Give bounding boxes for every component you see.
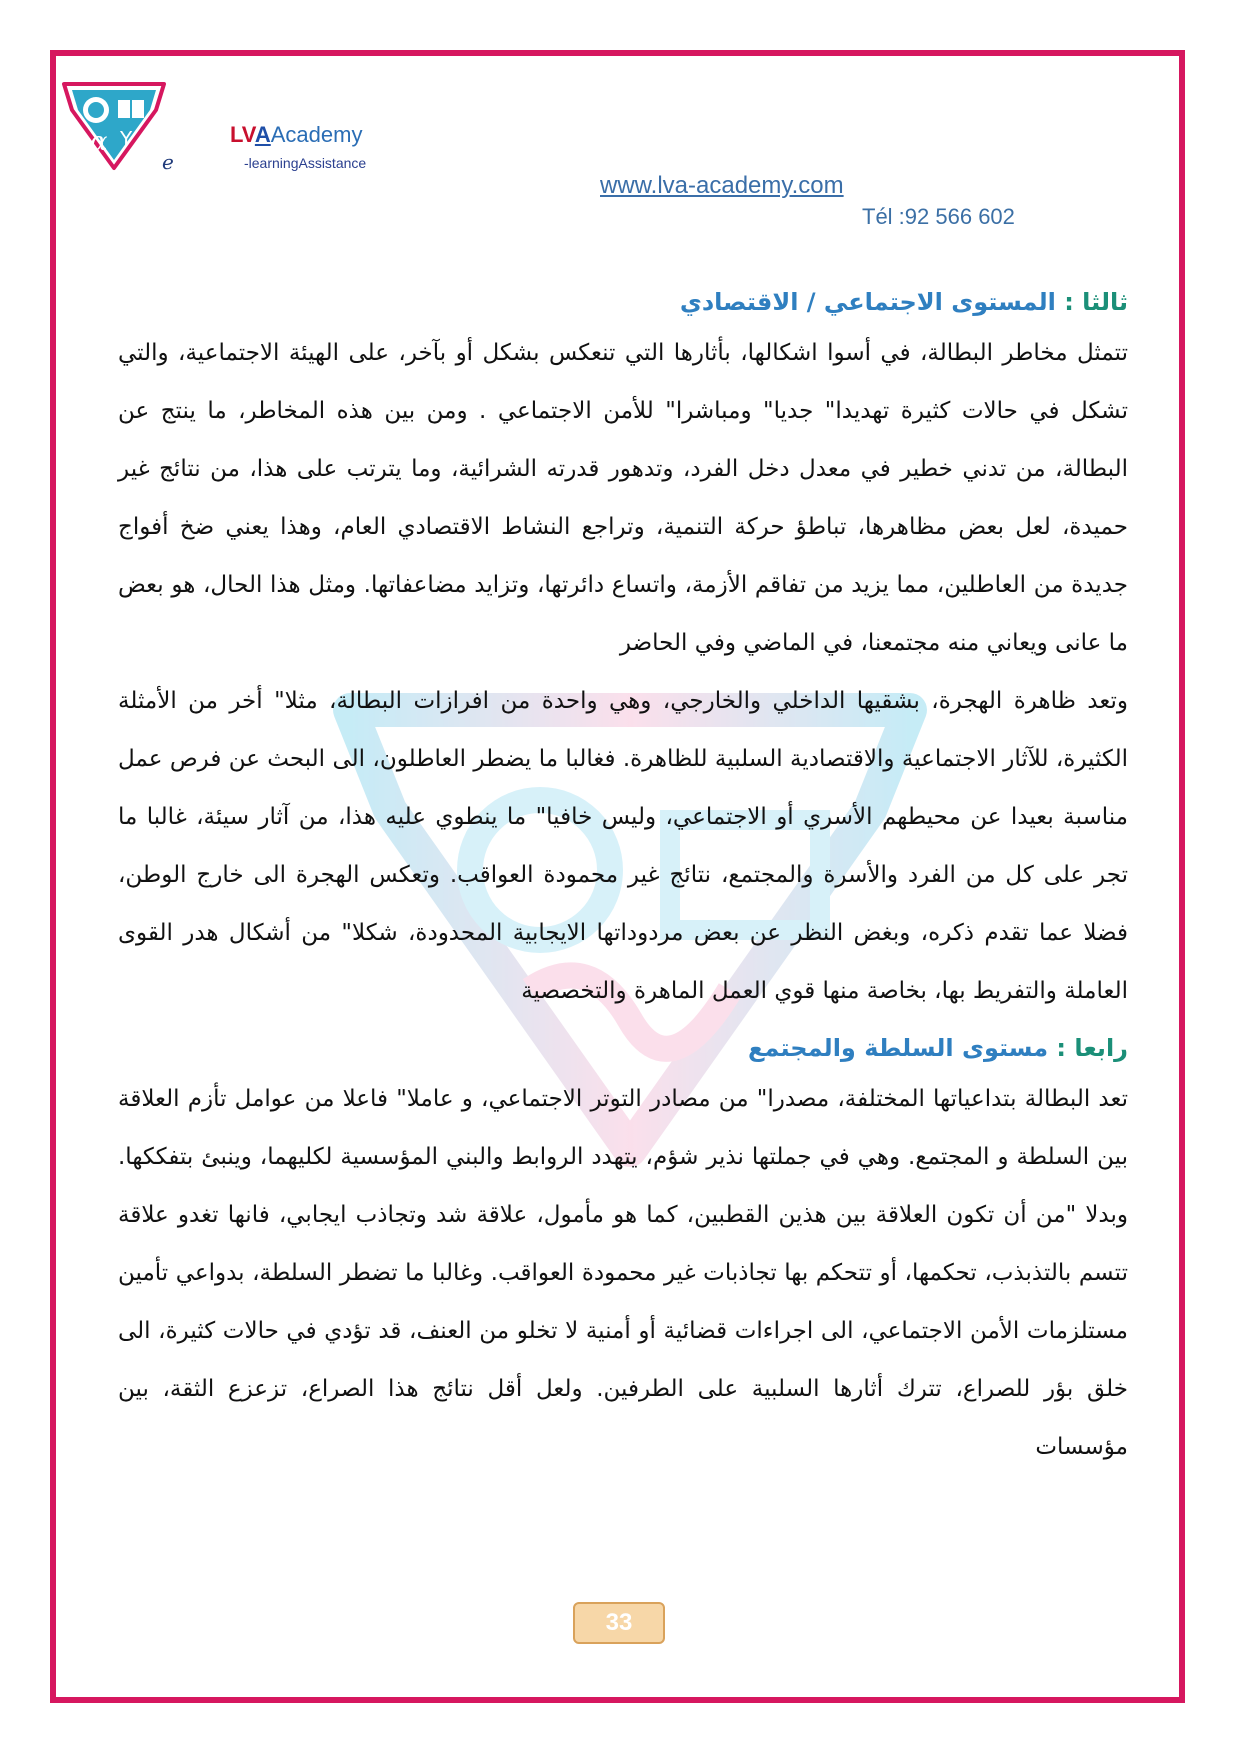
brand-academy: Academy <box>270 122 363 147</box>
phone-number: Tél :92 566 602 <box>862 204 1015 229</box>
section-heading: المستوى الاجتماعي / الاقتصادي <box>679 288 1056 316</box>
page-number-badge: 33 <box>573 1602 665 1644</box>
brand-a: A <box>254 122 271 147</box>
section-prefix: ثالثا : <box>1064 288 1128 316</box>
section-title <box>118 280 1128 324</box>
website-link[interactable]: www.lva-academy.com <box>600 172 844 199</box>
section-title <box>118 1026 1128 1070</box>
paragraph: تعد البطالة بتداعياتها المختلفة، مصدرا" من مصادر التوتر الاجتماعي، و عاملا" فاعلا من عوامل تأزم العلاقة بين السلطة و المجتمع. وهي في جملتها نذير شؤم، يتهدد الروابط والبني المؤسسية لكليهما، وينبئ بتفككها. وبدلا "من أن تكون العلاقة بين هذين القطبين، كما هو مأمول، علاقة شد وتجاذب ايجابي، فانها تغدو علاقة تتسم بالتذبذب، تحكمها، أو تتحكم بها تجاذبات غير محمودة العواقب. وغالبا ما تضطر السلطة، بدواعي تأمين مستلزمات الأمن الاجتماعي، الى اجراءات قضائية أو أمنية لا تخلو من العنف، قد تؤدي في حالات كثيرة، الى خلق بؤر للصراع، تترك أثارها السلبية على الطرفين. ولعل أقل نتائج هذا الصراع، تزعزع الثقة، بين مؤسسات <box>118 1086 1128 1460</box>
section-heading: مستوى السلطة والمجتمع <box>748 1034 1049 1062</box>
academy-logo-icon <box>60 80 168 172</box>
logo-e-mark: e <box>162 150 174 174</box>
svg-text:α: α <box>90 127 108 157</box>
document-body <box>118 280 1128 1476</box>
paragraph: وتعد ظاهرة الهجرة، بشقيها الداخلي والخارجي، وهي واحدة من افرازات البطالة، مثلا" أخر من الأمثلة الكثيرة، للآثار الاجتماعية والاقتصادية السلبية للظاهرة. فغالبا ما يضطر العاطلون، الى البحث عن فرص عمل مناسبة بعيدا عن محيطهم الأسري أو الاجتماعي، وليس خافيا" ما ينطوي عليه هذا، من آثار سيئة، غالبا ما تجر على كل من الفرد والأسرة والمجتمع، نتائج غير محمودة العواقب. وتعكس الهجرة الى خارج الوطن، فضلا عما تقدم ذكره، وبغض النظر عن بعض مردوداتها الايجابية المحدودة، شكلا" من أشكال هدر القوى العاملة والتفريط بها، بخاصة منها قوي العمل الماهرة والتخصصية <box>118 688 1128 1004</box>
brand-name <box>230 122 362 148</box>
section-prefix: رابعا : <box>1056 1034 1128 1062</box>
paragraph: تتمثل مخاطر البطالة، في أسوا اشكالها، بأثارها التي تنعكس بشكل أو بآخر، على الهيئة الاجتماعية، والتي تشكل في حالات كثيرة تهديدا" جديا" ومباشرا" للأمن الاجتماعي . ومن بين هذه المخاطر، ما ينتج عن البطالة، من تدني خطير في معدل دخل الفرد، وتدهور قدرته الشرائية، وما يترتب على هذا، من نتائج غير حميدة، لعل بعض مظاهرها، تباطؤ حركة التنمية، وتراجع النشاط الاقتصادي العام، وهذا يعني ضخ أفواج جديدة من العاطلين، مما يزيد من تفاقم الأزمة، واتساع دائرتها، وتزايد مضاعفاتها. ومثل هذا الحال، هو بعض ما عانى ويعاني منه مجتمعنا، في الماضي وفي الحاضر <box>118 340 1128 656</box>
svg-text:Y: Y <box>120 127 133 151</box>
brand-lv: LV <box>230 122 255 147</box>
brand-tagline: -learningAssistance <box>244 155 367 171</box>
